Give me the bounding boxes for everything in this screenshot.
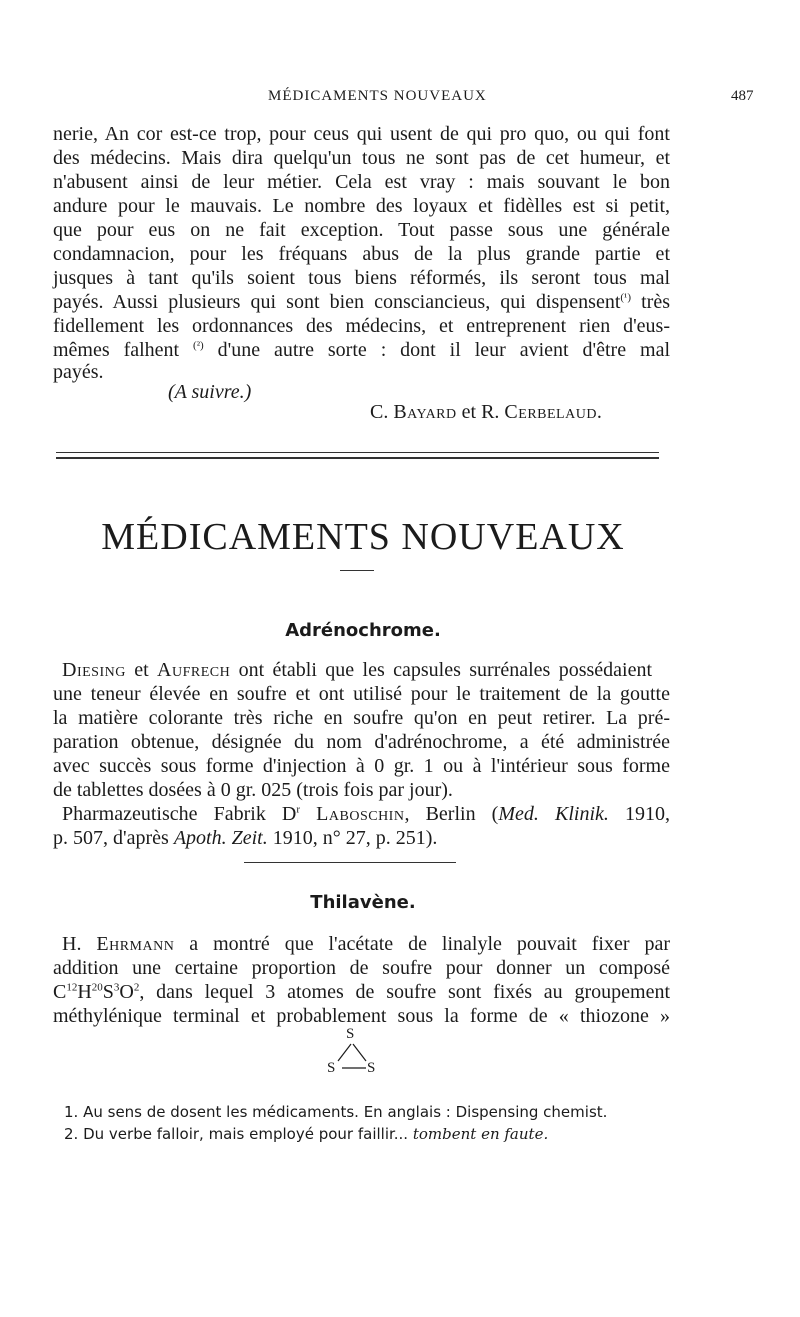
diagram-bonds (330, 1040, 380, 1074)
text-line: payés. (53, 361, 104, 383)
text-line: une teneur élevée en soufre et ont utilisé pour le traitement de la goutte (53, 683, 670, 705)
text-line: jusques à tant qu'ils soient tous biens réformés, ils seront tous mal (53, 267, 670, 289)
text-line: mêmes falhent $^{(^2)}$ d'une autre sorte : dont il leur avient d'être mal (53, 339, 670, 361)
running-title: MÉDICAMENTS NOUVEAUX (268, 88, 487, 104)
text-line: paration obtenue, désignée du nom d'adrénochrome, a été administrée (53, 731, 670, 753)
text-line: addition une certaine proportion de soufre pour donner un composé (53, 957, 670, 979)
diagram-atom-top: S (346, 1026, 355, 1042)
diagram-atom-left: S (327, 1060, 336, 1076)
text-line: que pour eus on ne fait exception. Tout passe sous une générale (53, 219, 670, 241)
footnote-ref: (¹) (620, 291, 632, 304)
page-number: 487 (731, 88, 754, 104)
section-rule (56, 452, 659, 453)
text-line: condamnacion, pour les fréquans abus de la plus grande partie et (53, 243, 670, 265)
text-line: méthylénique terminal et probablement sous la forme de « thiozone » (53, 1005, 670, 1027)
text-line: des médecins. Mais dira quelqu'un tous ne sont pas de cet humeur, et (53, 147, 670, 169)
chemical-formula: $C^{12}H^{20}S^3O^2$ (53, 981, 140, 1003)
reference-line: Pharmazeutische Fabrik $D^r$ Laboschin, Berlin (Med. Klinik. 1910, (62, 803, 670, 825)
text-line: $C^{12}H^{20}S^3O^2$, dans lequel 3 atomes de soufre sont fixés au groupement (53, 981, 670, 1003)
text-line: la matière colorante très riche en soufre qu'on en peut retirer. La pré- (53, 707, 670, 729)
section-rule (56, 457, 659, 459)
article-title: Thilavène. (310, 892, 416, 913)
text-line: payés. Aussi plusieurs qui sont bien consciancieus, qui dispensent$^{(^1)}$ très (53, 291, 670, 313)
title-dash (340, 570, 374, 571)
footnote-2: 2. Du verbe falloir, mais employé pour faillir... tombent en faute. (64, 1125, 549, 1143)
text-line: andure pour le mauvais. Le nombre des loyaux et fidèlles est si petit, (53, 195, 670, 217)
text-line: nerie, An cor est-ce trop, pour ceus qui usent de qui pro quo, ou qui font (53, 123, 670, 145)
text-line: Diesing et Aufrech ont établi que les capsules surrénales possédaient (62, 659, 653, 681)
text-line: de tablettes dosées à 0 gr. 025 (trois fois par jour). (53, 779, 453, 801)
diagram-atom-right: S (367, 1060, 376, 1076)
to-follow-note: (A suivre.) (168, 381, 252, 403)
text-line: n'abusent ainsi de leur métier. Cela est vray : mais souvant le bon (53, 171, 670, 193)
section-title: MÉDICAMENTS NOUVEAUX (101, 516, 625, 558)
reference-line: p. 507, d'après Apoth. Zeit. 1910, n° 27, p. 251). (53, 827, 438, 849)
text-line: H. Ehrmann a montré que l'acétate de linalyle pouvait fixer par (62, 933, 670, 955)
footnote-1: 1. Au sens de dosent les médicaments. En anglais : Dispensing chemist. (64, 1103, 608, 1121)
authors: C. Bayard et R. Cerbelaud. (370, 401, 603, 423)
text-line: fidellement les ordonnances des médecins, et entreprenent rien d'eus- (53, 315, 670, 337)
article-title: Adrénochrome. (285, 620, 441, 641)
footnote-ref: (²) (193, 339, 204, 352)
text-line: avec succès sous forme d'injection à 0 gr. 1 ou à l'intérieur sous forme (53, 755, 670, 777)
article-separator (244, 862, 456, 863)
